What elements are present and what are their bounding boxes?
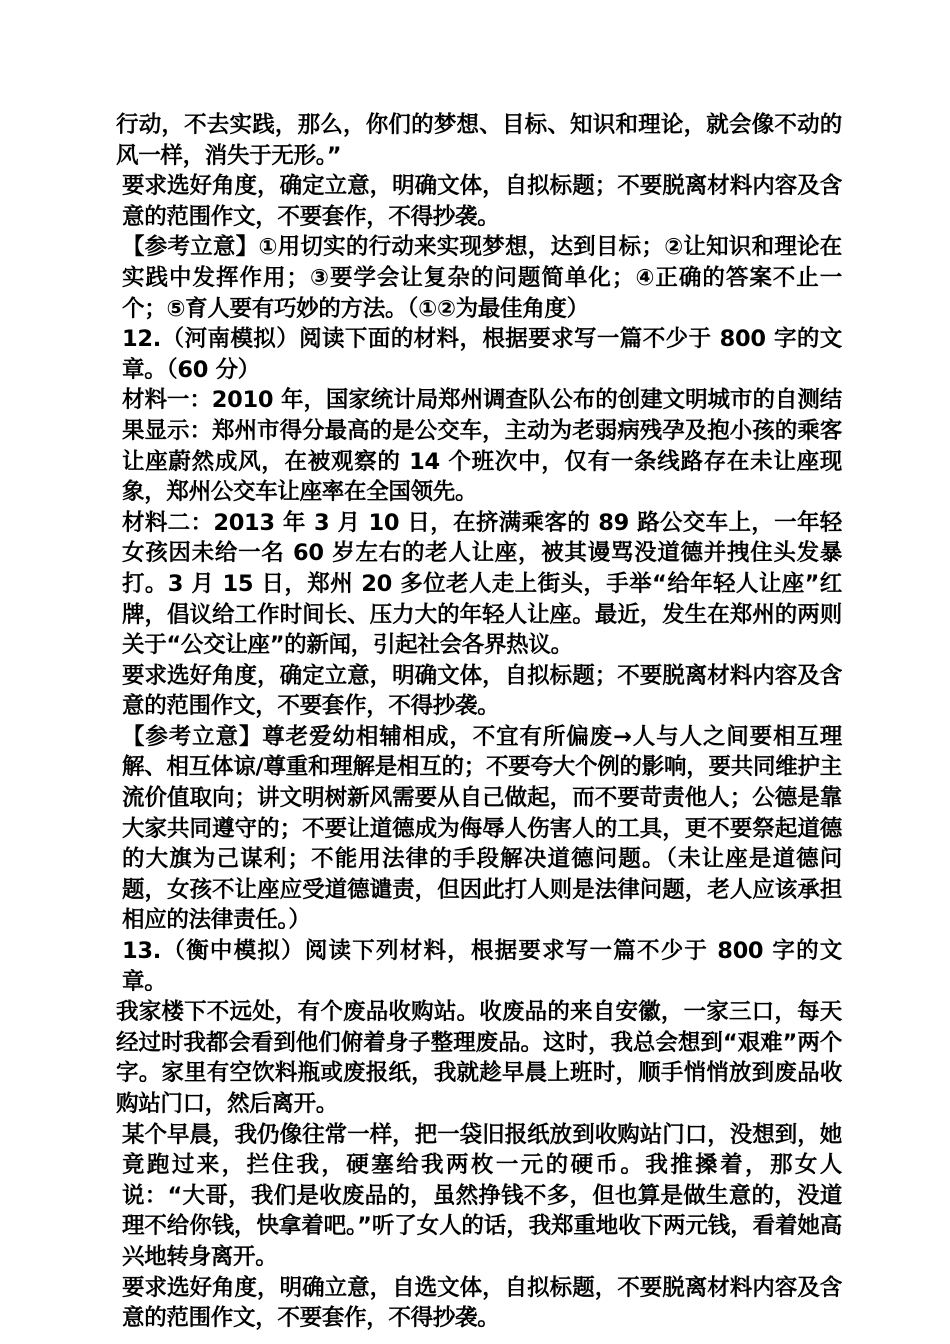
paragraph-question-13: 13.（衡中模拟）阅读下列材料，根据要求写一篇不少于 800 字的文章。 [122, 938, 842, 995]
document-page [116, 110, 842, 1334]
paragraph-requirements-13: 要求选好角度，明确立意，自选文体，自拟标题，不要脱离材料内容及含意的范围作文，不要套作，不得抄袭。 [122, 1274, 842, 1332]
paragraph-material-two: 材料二：2013 年 3 月 10 日，在挤满乘客的 89 路公交车上，一年轻女孩因未给一名 60 岁左右的老人让座，被其谩骂没道德并拽住头发暴打。3 月 15 日，郑州 20 多位老人走上街头，手举“给年轻人让座”红牌，倡议给工作时间长、压力大的年轻人让座。最近，发生在郑州的两则关于“公交让座”的新闻，引起社会各界热议。 [122, 509, 842, 659]
paragraph-material-one: 材料一：2010 年，国家统计局郑州调查队公布的创建文明城市的自测结果显示：郑州市得分最高的是公交车，主动为老弱病残孕及抱小孩的乘客让座蔚然成风，在被观察的 14 个班次中，仅有一条线路存在未让座现象，郑州公交车让座率在全国领先。 [122, 387, 842, 506]
paragraph-reference-idea-12: 【参考立意】尊老爱幼相辅相成，不宜有所偏废→人与人之间要相互理解、相互体谅/尊重和理解是相互的；不要夸大个例的影响，要共同维护主流价值取向；讲文明树新风需要从自己做起，而不要苛责他人；公德是靠大家共同遵守的；不要让道德成为侮辱人伤害人的工具，更不要祭起道德的大旗为己谋利；不能用法律的手段解决道德问题。（未让座是道德问题，女孩不让座应受道德谴责，但因此打人则是法律问题，老人应该承担相应的法律责任。） [122, 723, 842, 934]
paragraph-requirements-11: 要求选好角度，确定立意，明确文体，自拟标题；不要脱离材料内容及含意的范围作文，不要套作，不得抄袭。 [122, 173, 842, 230]
paragraph-requirements-12: 要求选好角度，确定立意，明确文体，自拟标题；不要脱离材料内容及含意的范围作文，不要套作，不得抄袭。 [122, 662, 842, 720]
paragraph-story-part-two: 某个早晨，我仍像往常一样，把一袋旧报纸放到收购站门口，没想到，她竟跑过来，拦住我，硬塞给我两枚一元的硬币。我推搡着，那女人说：“大哥，我们是收废品的，虽然挣钱不多，但也算是做生意的，没道理不给你钱，快拿着吧。”听了女人的话，我郑重地收下两元钱，看着她高兴地转身离开。 [122, 1121, 842, 1270]
paragraph-story-part-one: 我家楼下不远处，有个废品收购站。收废品的来自安徽，一家三口，每天经过时我都会看到他们俯着身子整理废品。这时，我总会想到“艰难”两个字。家里有空饮料瓶或废报纸，我就趁早晨上班时，顺手悄悄放到废品收购站门口，然后离开。 [116, 999, 842, 1117]
paragraph-reference-idea-11: 【参考立意】①用切实的行动来实现梦想，达到目标；②让知识和理论在实践中发挥作用；③要学会让复杂的问题简单化；④正确的答案不止一个；⑤育人要有巧妙的方法。（①②为最佳角度） [122, 234, 842, 322]
paragraph-quote-ending: 行动，不去实践，那么，你们的梦想、目标、知识和理论，就会像不动的风一样，消失于无形。” [116, 112, 842, 169]
paragraph-question-12: 12.（河南模拟）阅读下面的材料，根据要求写一篇不少于 800 字的文章。（60 分） [122, 326, 842, 383]
